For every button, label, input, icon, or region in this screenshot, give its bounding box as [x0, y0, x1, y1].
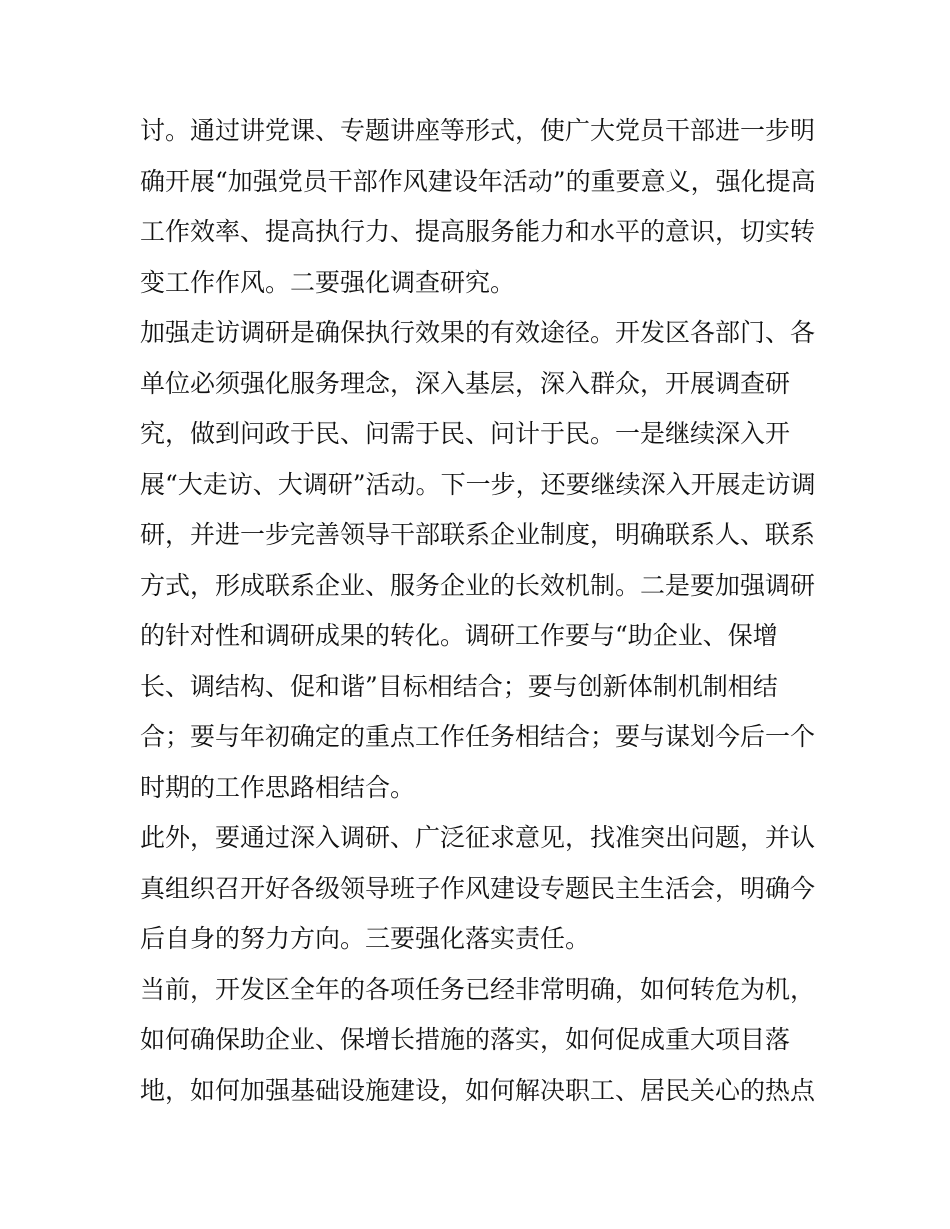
text-line: 单位必须强化服务理念，深入基层，深入群众，开展调查研: [140, 368, 791, 398]
document-body: [140, 106, 820, 1116]
text-line: 合；要与年初确定的重点工作任务相结合；要与谋划今后一个: [140, 722, 816, 751]
text-line: 真组织召开好各级领导班子作风建设专题民主生活会，明确今: [140, 873, 816, 903]
text-line: 地，如何加强基础设施建设，如何解决职工、居民关心的热点: [140, 1075, 816, 1105]
text-line: 确开展“加强党员干部作风建设年活动”的重要意义，强化提高: [140, 166, 816, 196]
text-line: 究，做到问政于民、问需于民、问计于民。一是继续深入开: [140, 419, 791, 448]
text-line: 讨。通过讲党课、专题讲座等形式，使广大党员干部进一步明: [140, 116, 816, 145]
text-line: 此外，要通过深入调研、广泛征求意见，找准突出问题，并认: [140, 823, 816, 852]
text-line: 时期的工作思路相结合。: [140, 772, 416, 802]
text-line: 变工作作风。二要强化调查研究。: [140, 267, 516, 297]
text-line: 长、调结构、促和谐”目标相结合；要与创新体制机制相结: [140, 671, 778, 701]
text-line: 的针对性和调研成果的转化。调研工作要与“助企业、保增: [140, 621, 778, 650]
text-line: 研，并进一步完善领导干部联系企业制度，明确联系人、联系: [140, 520, 816, 549]
text-line: 方式，形成联系企业、服务企业的长效机制。二是要加强调研: [140, 570, 816, 600]
text-line: 工作效率、提高执行力、提高服务能力和水平的意识，切实转: [140, 217, 816, 246]
text-line: 加强走访调研是确保执行效果的有效途径。开发区各部门、各: [140, 318, 816, 347]
text-line: 后自身的努力方向。三要强化落实责任。: [140, 924, 591, 953]
text-line: 当前，开发区全年的各项任务已经非常明确，如何转危为机，: [140, 974, 816, 1004]
text-line: 展“大走访、大调研”活动。下一步，还要继续深入开展走访调: [140, 469, 816, 499]
text-line: 如何确保助企业、保增长措施的落实，如何促成重大项目落: [140, 1025, 791, 1054]
